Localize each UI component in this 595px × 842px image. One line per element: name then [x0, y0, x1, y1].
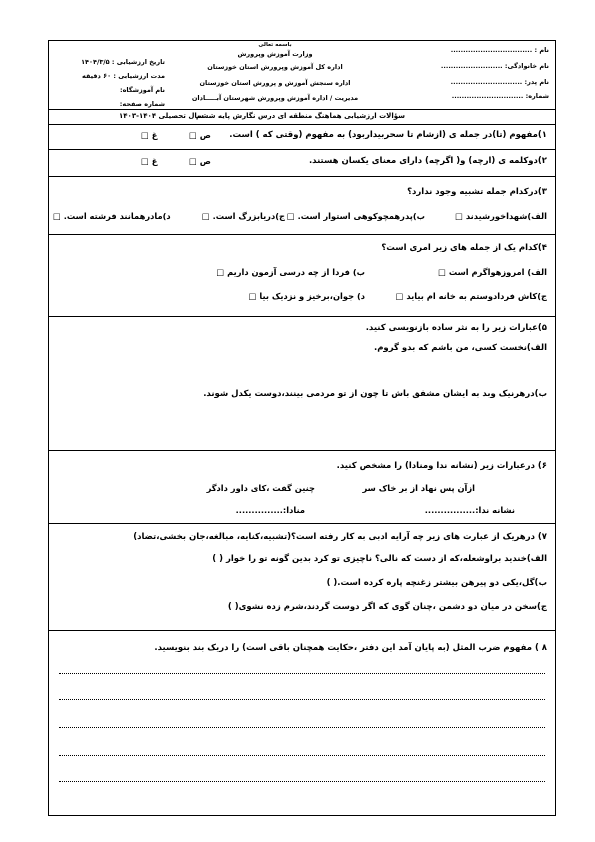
question-2-false[interactable] [141, 156, 157, 166]
question-3-option-c[interactable] [202, 211, 285, 221]
question-8-text: ۸ ) مفهوم ضرب المثل (به پایان آمد این دفتر ،حکایت همچنان باقی است) را دریک بند بنویسید. [154, 643, 547, 653]
number-label: شماره: [525, 92, 549, 100]
option-label: الف)شهداخورشیدند [465, 211, 547, 221]
option-label: الف) امروزهواگرم است [448, 267, 547, 277]
checkbox-icon: □ [455, 211, 463, 221]
false-label: غ [151, 130, 158, 140]
general-office: اداره کل آموزش وپرورش استان خوزستان [207, 63, 343, 71]
ministry-name: وزارت آموزش وپرورش [237, 50, 313, 58]
basmala: باسمه تعالی [258, 42, 292, 48]
checkbox-icon: □ [201, 211, 210, 221]
verse-part-1: ازآن پس نهاد از بر خاک سر [362, 483, 475, 493]
question-6-text: ۶) درعبارات زیر (نشانه ندا ومنادا) را مشخص کنید. [336, 461, 547, 471]
exam-duration: مدت ارزشیابی : ۶۰ دقیقه [82, 72, 165, 80]
question-4-option-c[interactable] [396, 291, 547, 301]
exam-title: سؤالات ارزشیابی هماهنگ منطقه ای درس نگارش پایه ششم [195, 112, 405, 120]
answer-line[interactable] [59, 673, 545, 674]
ministry-block [175, 41, 375, 105]
option-label: ج)کاش فردادوستم به خانه ام بیاید [406, 291, 547, 301]
exam-date: تاریخ ارزشیابی : ۱۴۰۴/۳/۵ [81, 58, 165, 66]
family-label: نام خانوادگی: [504, 62, 549, 70]
question-5-part-b: ب)درهرنیک وبد به ایشان مشفق باش تا چون از تو مردمی بینند،دوست یکدل شوند. [203, 389, 547, 399]
question-7-part-c: ج)سخن در میان دو دشمن ،چنان گوی که اگر دوست گردند،شرم زده نشوی( ) [227, 602, 547, 612]
checkbox-icon: □ [216, 267, 225, 277]
question-4 [49, 235, 555, 317]
question-7 [49, 524, 555, 631]
city-office: مدیریت / اداره آموزش وپرورش شهرستان آبـــــادان [191, 94, 359, 102]
page-number-label: شماره صفحه: [119, 100, 165, 108]
checkbox-icon: □ [395, 291, 404, 301]
answer-line[interactable] [59, 781, 545, 782]
option-label: ب)پدرهمچوکوهی استوار است. [297, 211, 425, 221]
answer-line[interactable] [59, 699, 545, 700]
monada-answer-field[interactable]: منادا:............... [235, 505, 305, 515]
question-2-text: ۲)دوکلمه ی (ارچه) و( اگرچه) دارای معنای یکسان هستند. [308, 156, 547, 166]
checkbox-icon: □ [141, 130, 149, 140]
question-7-part-b: ب)گل،یکی دو پیرهن بیشتر زغنچه پاره کرده است.( ) [326, 578, 547, 588]
false-label: غ [151, 156, 158, 166]
checkbox-icon: □ [438, 267, 446, 277]
checkbox-icon: □ [189, 130, 197, 140]
academic-year: سال تحصیلی ۱۴۰۴-۱۴۰۳ [119, 112, 204, 120]
question-3-option-a[interactable] [455, 211, 547, 221]
question-5-part-a: الف)نخست کسی، من باشم که بدو گروم. [373, 343, 547, 353]
question-5 [49, 317, 555, 451]
question-4-option-b[interactable] [216, 267, 365, 277]
father-label: نام پدر: [524, 78, 549, 86]
student-info: نام : ................................. نام خانوادگی: ......................... نام پدر: ............................. شماره: ............................. [440, 46, 549, 100]
checkbox-icon: □ [189, 156, 197, 166]
checkbox-icon: □ [248, 291, 257, 301]
option-label: د) جوان،برخیز و نزدیک بیا [259, 291, 365, 301]
question-1 [49, 125, 555, 150]
question-7-text: ۷) درهریک از عبارت های زیر چه آرایه ادبی به کار رفته است؟(تشبیه،کنایه، مبالغه،جان بخشی،تضاد) [133, 532, 547, 542]
question-3-text: ۳)درکدام جمله تشبیه وجود ندارد؟ [407, 187, 547, 197]
true-label: ص [199, 130, 211, 140]
question-1-false[interactable] [141, 130, 157, 140]
question-6 [49, 451, 555, 524]
answer-line[interactable] [59, 755, 545, 756]
question-2-true[interactable] [189, 156, 211, 166]
question-3 [49, 177, 555, 235]
question-3-option-d[interactable] [53, 211, 171, 221]
name-label: نام : [534, 46, 549, 54]
question-7-part-a: الف)خندید براوشعله،که از دست که نالی؟ ناچیزی تو کرد بدین گونه تو را خوار ( ) [212, 554, 547, 564]
question-5-text: ۵)عبارات زیر را به نثر ساده بازنویسی کنید. [365, 323, 547, 333]
checkbox-icon: □ [286, 211, 295, 221]
question-2 [49, 150, 555, 177]
option-label: ب) فردا از چه درسی آزمون داریم [227, 267, 365, 277]
exam-sheet [48, 40, 556, 816]
answer-line[interactable] [59, 727, 545, 728]
question-8 [49, 631, 555, 817]
exam-header [49, 41, 555, 109]
question-1-true[interactable] [189, 130, 211, 140]
school-name-label: نام آموزشگاه: [119, 86, 165, 94]
checkbox-icon: □ [53, 211, 61, 221]
checkbox-icon: □ [141, 156, 149, 166]
verse-part-2: چنین گفت ،کای داور دادگر [206, 483, 315, 493]
option-label: ج)دریابزرگ است. [212, 211, 285, 221]
question-3-option-b[interactable] [287, 211, 425, 221]
assessment-office: اداره سنجش آموزش و پرورش استان خوزستان [199, 79, 351, 87]
nida-answer-field[interactable]: نشانه ندا:................ [424, 505, 515, 515]
true-label: ص [199, 156, 211, 166]
exam-info [55, 41, 165, 111]
question-1-text: ۱)مفهوم (تا)در جمله ی (ازشام تا سحربیداربود) به مفهوم (وقتی که ) است. [229, 130, 547, 140]
question-4-option-a[interactable] [438, 267, 547, 277]
exam-title-bar [49, 109, 555, 125]
option-label: د)مادرهمانند فرشته است. [63, 211, 171, 221]
question-4-text: ۴)کدام یک از جمله های زیر امری است؟ [381, 243, 547, 253]
question-4-option-d[interactable] [249, 291, 365, 301]
